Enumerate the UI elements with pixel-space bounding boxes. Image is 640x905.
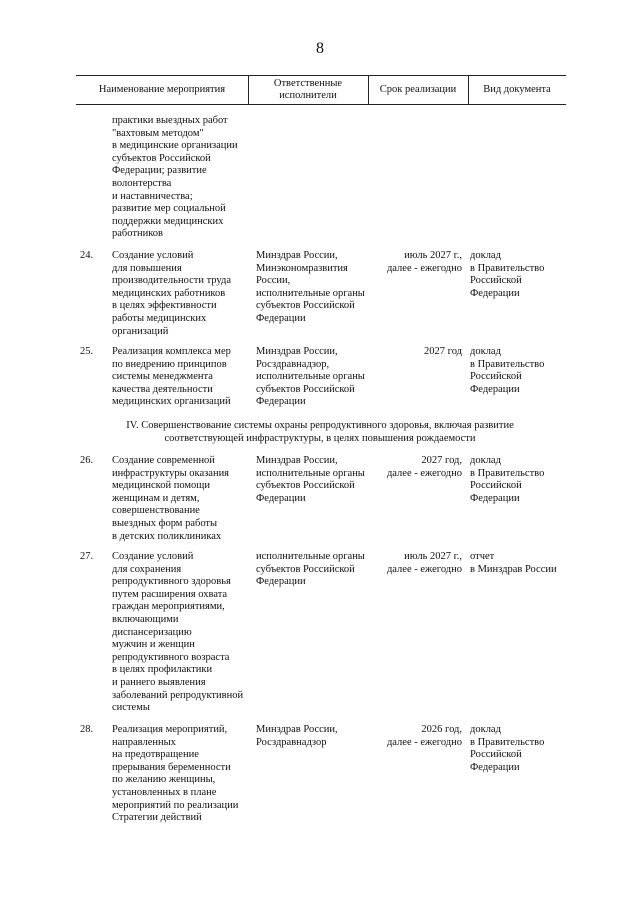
page-number: 8: [316, 40, 324, 57]
row-responsible: Минздрав России, Росздравнадзор: [256, 724, 338, 748]
header-term-cell: Срок реализации: [379, 84, 457, 95]
row-name: Создание условий для повышения производительности труда медицинских работников в целях эффективности работы медицинских организаций: [112, 250, 232, 337]
row-term: июль 2027 г., далее - ежегодно: [386, 551, 462, 575]
row-doc: отчет в Минздрав России: [470, 551, 557, 575]
row-number: 28.: [80, 724, 94, 735]
row-doc: доклад в Правительство Российской Федерации: [470, 346, 545, 395]
row-doc: доклад в Правительство Российской Федерации: [470, 724, 545, 773]
row-number: 27.: [80, 551, 94, 562]
section-title: IV. Совершенствование системы охраны репродуктивного здоровья, включая развитие соответствующей инфраструктуры, в целях повышения рождаемости: [126, 420, 514, 444]
row-term: 2027 год: [424, 346, 462, 357]
row-doc: доклад в Правительство Российской Федерации: [470, 455, 545, 504]
row-responsible: Минздрав России, Росздравнадзор, исполнительные органы субъектов Российской Федерации: [256, 346, 365, 408]
header-doc-cell: Вид документа: [483, 84, 551, 95]
row-responsible: Минздрав России, исполнительные органы субъектов Российской Федерации: [256, 455, 365, 504]
row-name: Реализация комплекса мер по внедрению принципов системы менеджмента качества деятельности медицинских организаций: [112, 346, 231, 408]
row-responsible: Минздрав России, Минэкономразвития России, исполнительные органы субъектов Российской Федерации: [256, 250, 365, 324]
row-term: 2027 год, далее - ежегодно: [386, 455, 462, 479]
row-name: Реализация мероприятий, направленных на предотвращение прерывания беременности по желанию женщины, установленных в плане мероприятий по реализации Стратегии действий: [112, 724, 239, 824]
row-number: 24.: [80, 250, 94, 261]
row-name: Создание условий для сохранения репродуктивного здоровья путем расширения охвата граждан мероприятиями, включающими диспансеризацию мужчин и женщин репродуктивного возраста в целях профилактики и раннего выявления заболеваний репродуктивной системы: [112, 551, 244, 714]
header-name-cell: Наименование мероприятия: [98, 84, 226, 95]
row-name: практики выездных работ "вахтовым методом" в медицинские организации субъектов Российской Федерации; развитие волонтерства и наставничества; развитие мер социальной поддержки медицинских работников: [112, 115, 238, 240]
row-name: Создание современной инфраструктуры оказания медицинской помощи женщинам и детям, совершенствование выездных форм работы в детских поликлиниках: [112, 455, 230, 542]
row-number: 25.: [80, 346, 94, 357]
row-term: 2026 год, далее - ежегодно: [386, 724, 462, 748]
header-responsible-cell: Ответственные исполнители: [273, 78, 343, 101]
row-responsible: исполнительные органы субъектов Российской Федерации: [256, 551, 365, 588]
row-term: июль 2027 г., далее - ежегодно: [386, 250, 462, 274]
row-doc: доклад в Правительство Российской Федерации: [470, 250, 545, 299]
row-number: 26.: [80, 455, 94, 466]
table-header: [76, 75, 566, 105]
